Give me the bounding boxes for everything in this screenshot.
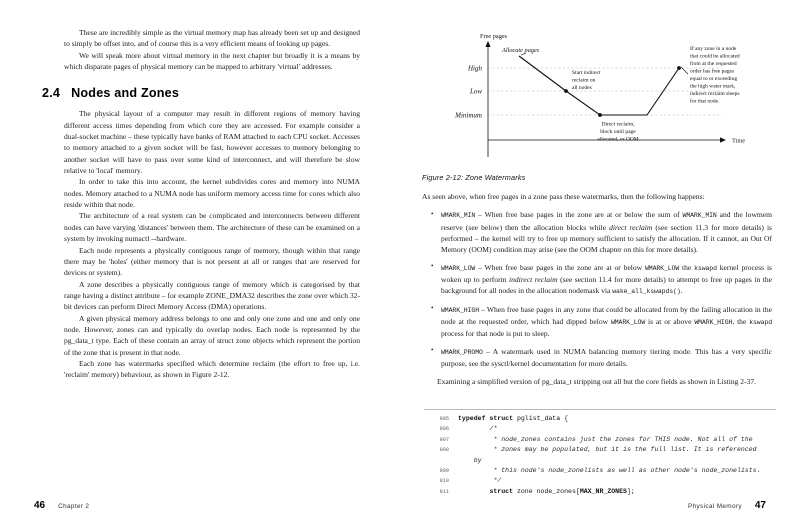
code-line-number: 909 [439,468,449,475]
bullet-wmark-min: • WMARK_MIN – When free base pages in the zone are at or below the sum of WMARK_MIN and the lowmem reserve (see below) then the allocation blocks while direct reclaim (see section 11.3 for more details) is performed – the kernel will try to free up memory sufficient to satisfy the allocation. If it cannot, an Out Of Memory (OOM) condition may arise (see the OOM chapter on this for more details). [441,209,772,255]
y-axis-label: Free pages [480,33,508,40]
annotation-high-note-line5: equal to or exceeding [690,76,738,82]
annotation-high-note-line3: from at the requested [690,61,737,67]
code-line-number: 907 [439,436,449,443]
bullet-wmark-low: • WMARK_LOW – When free base pages in the zone are at or below WMARK_LOW the kswapd kernel process is woken up to perform indirect reclaim (see section 11.4 for more details) to attempt to free up pages in the background for all nodes in the allocation nodemask via wake_all_kswapds(). [441,262,772,298]
code-line-number: 910 [439,478,449,485]
annotation-indirect-reclaim-line1: Start indirect [572,70,601,76]
x-axis-arrow [720,137,726,142]
annotation-indirect-reclaim-line2: reclaim on [572,77,596,84]
code-line [424,466,776,476]
bullet-wmark-high: • WMARK_HIGH – When free base pages in any zone that could be allocated from by the failing allocation in the node at the requested order, which had dipped below WMARK_LOW is at or above WMARK_HIGH, the kswapd process for that node is put to sleep. [441,304,772,340]
code-line-text: * this node's node_zonelists as well as other node's node_zonelists. [493,467,761,475]
paragraph: Each node represents a physically contiguous range of memory, though within that range there may be 'holes' (either memory that is not present at all or ranges that are reserved for devices or system). [64,245,360,278]
paragraph: These are incredibly simple as the virtual memory map has already been set up and designed to simply be offset into, and of course this is a very efficient means of looking up pages. [64,28,360,49]
code-line-number: 908 [439,447,449,454]
section-number: 2.4 [42,86,61,101]
annotation-direct-reclaim-line3: allocated, or OOM [597,136,639,143]
paragraph: In order to take this into account, the kernel subdivides cores and memory into NUMA nodes. Memory attached to a NUMA node has uniform memory access time for cores which also reside within that node. [64,177,360,210]
code-line-number: 906 [439,426,449,433]
annotation-high-note-line8: for that node. [690,98,720,105]
code-line-text: * node_zones contains just the zones for THIS node. Not all of the [493,435,753,443]
annotation-direct-reclaim-line2: block until page [600,129,636,135]
code-line [424,435,776,445]
code-line-text: typedef struct pglist_data { [458,415,569,422]
paragraph: The physical layout of a computer may result in different regions of memory having different access times depending from which core they are accessed. For example consider a dual-socket machine – these typically have banks of RAM attached to each CPU socket. Accesses to memory attached to a given socket will be fast, however accesses to memory belonging to another socket will have to pass over some kind of interconnect, and will therefore be slow relative to 'local' memory. [64,109,360,176]
paragraph: Each zone has watermarks specified which determine reclaim (the effort to free up, i.e. 'reclaim' memory) behaviour, as shown in Figure 2-12. [64,358,360,380]
code-line-number: 911 [439,488,449,495]
annotation-direct-reclaim-line1: Direct reclaim, [601,121,635,128]
code-line-text: /* [489,425,498,433]
figure-zone-watermarks [422,27,774,165]
paragraph: A given physical memory address belongs to one and only one zone and one and only one node. However, zones can and typically do overlap nodes. Each node is represented by the pg_data_t type. Each of these contain an array of struct zone objects which represent the portion of the zone that is present in that node. [64,313,360,357]
paragraph: The architecture of a real system can be complicated and interconnects between different nodes can have varying 'distances' between them. The architecture of these can be examined on a system by invoking numactl --hardware. [64,211,360,244]
footer-left [34,500,89,511]
code-line-text: */ [493,477,502,485]
code-line [424,424,776,434]
code-line-continuation [424,456,776,466]
zone-watermarks-chart [422,27,774,165]
code-line [424,414,776,424]
watermark-series-line [519,56,679,115]
paragraph: Examining a simplified version of pg_data_t stripping out all but the core fields as shown in Listing 2-37. [437,377,757,387]
folio-left: 46 [34,500,46,511]
paragraph: We will speak more about virtual memory in the next chapter but broadly it is a means by which disparate pages of physical memory can be mapped to arbitrary 'virtual' addresses. [64,50,360,72]
footer-right [688,500,766,511]
left-column [0,0,400,480]
data-point-minimum [598,113,602,117]
annotation-high-note-line2: that could be allocated [690,53,740,60]
running-head-right: Physical Memory [687,503,742,510]
code-line-text: by [473,456,482,464]
paragraph: A zone describes a physically contiguous range of memory which is categorised by that range having a distinct attribute – for example ZONE_DMA32 describes the zone over which 32-bit devices can perform Direct Memory Access (DMA) operations. [64,279,360,312]
figure-caption: Figure 2-12: Zone Watermarks [422,173,526,182]
section-title: Nodes and Zones [71,86,180,101]
tick-label-high: High [468,64,482,73]
paragraph: As seen above, when free pages in a zone pass these watermarks, then the following happens: [422,192,705,201]
code-line [424,445,776,455]
folio-right: 47 [754,500,766,511]
running-head-left: Chapter 2 [58,503,90,510]
watermark-bullet-list [422,209,772,369]
y-axis-arrow [485,41,490,47]
code-line-text: struct zone node_zones[MAX_NR_ZONES]; [489,487,635,495]
code-line-number: 905 [439,416,449,422]
data-point-low [564,89,568,93]
annotation-high-note-line4: order has free pages [690,68,735,75]
page-footer [0,481,800,529]
annotation-high-note-line1: If any zone in a node [690,46,737,52]
right-column [400,0,800,480]
code-line-text: * zones may be populated, but it is the full list. It is referenced [493,446,757,454]
section-heading [42,86,360,100]
annotation-high-note-line7: indirect reclaim sleeps [690,91,740,97]
data-point-high [677,66,681,70]
x-axis-label: Time [732,137,746,145]
annotation-indirect-reclaim-line3: all nodes [572,85,592,91]
tick-label-minimum: Minimum [455,111,482,120]
annotation-high-note-line6: the high water mark, [690,83,736,90]
annotation-allocate-pages: Allocate pages [502,47,540,54]
bullet-wmark-promo: • WMARK_PROMO – A watermark used in NUMA balancing memory tiering mode. This has a very specific purpose, see the sysctl/kernel documentation for more details. [441,346,772,370]
tick-label-low: Low [469,87,482,96]
